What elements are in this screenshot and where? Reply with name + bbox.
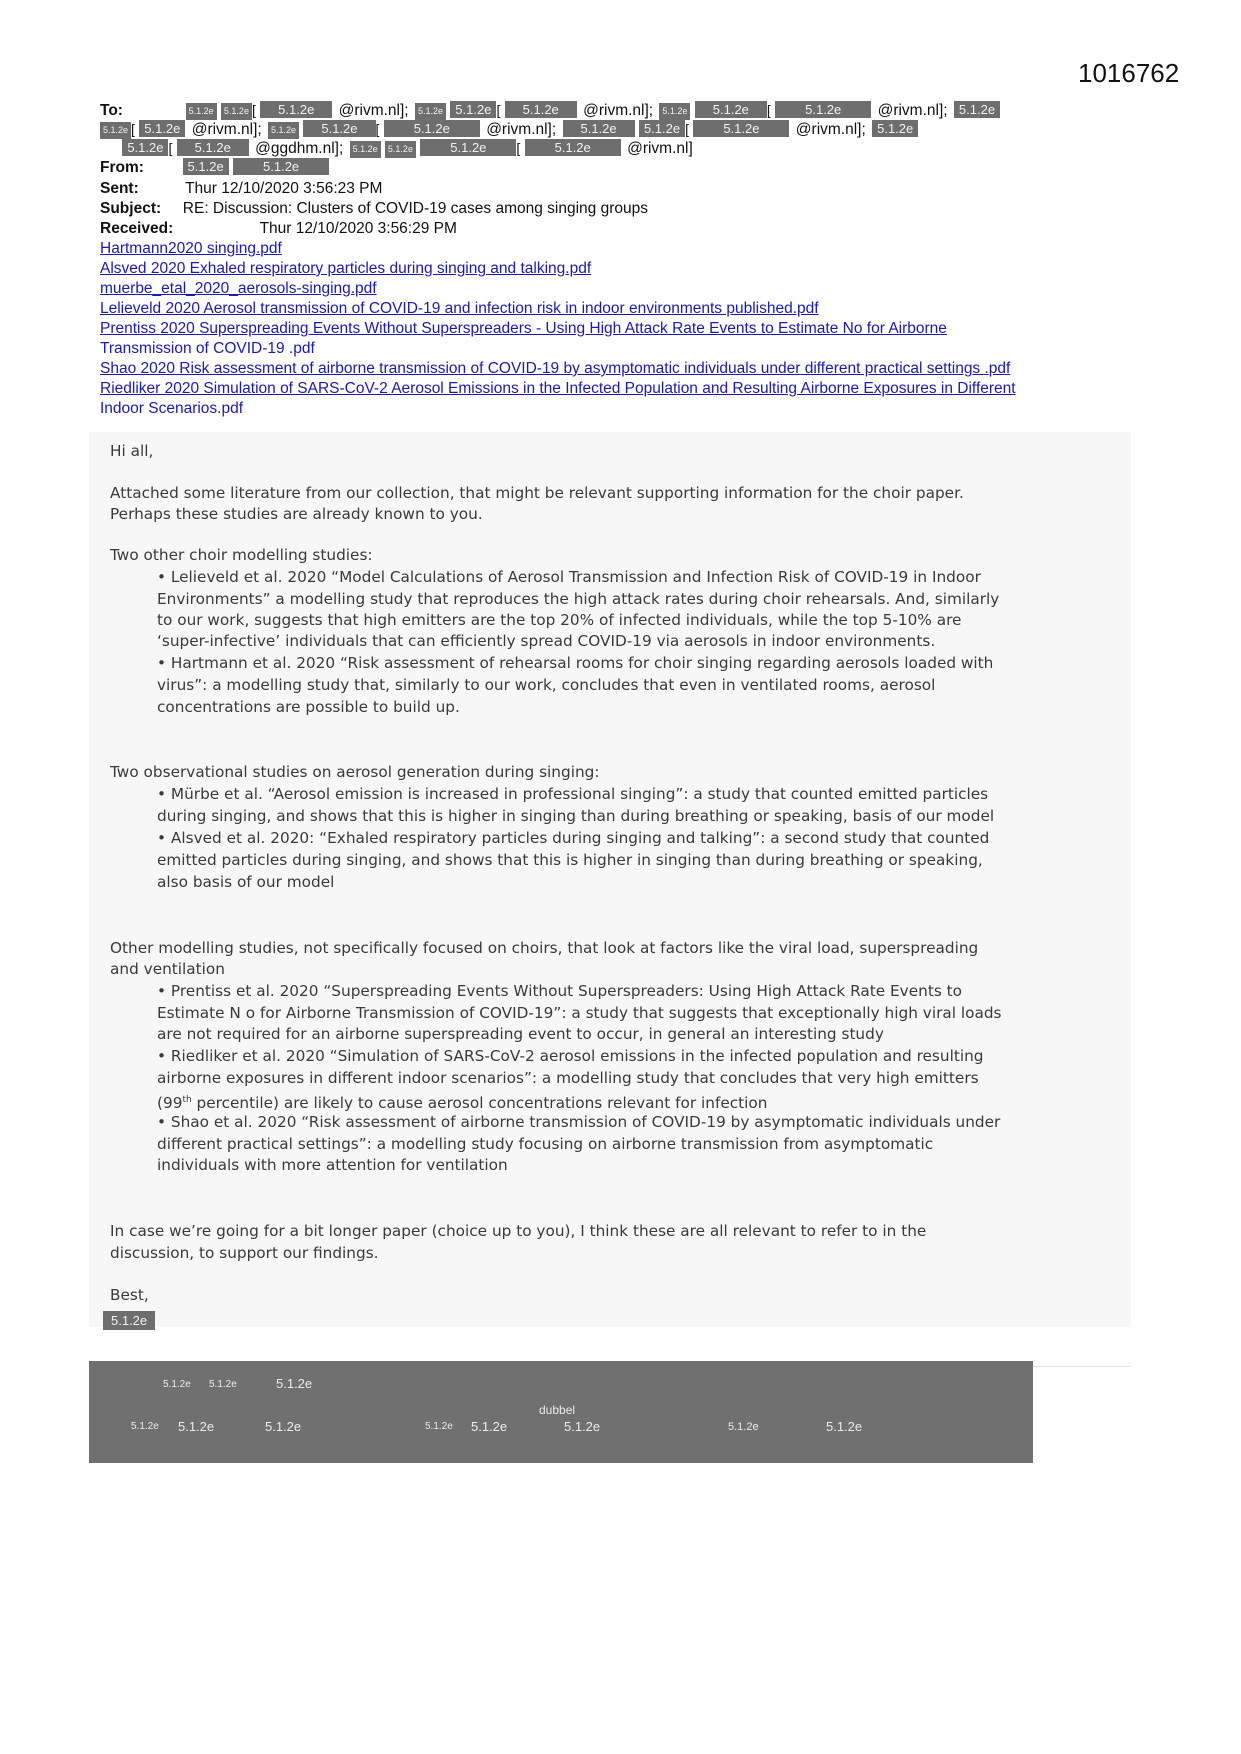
section-heading: Other modelling studies, not specifically focused on choirs, that look at factors like the viral load, superspreading xyxy=(110,939,979,957)
closing-line: In case we’re going for a bit longer paper (choice up to you), I think these are all relevant to refer to in the xyxy=(110,1222,927,1240)
pct-sup: th xyxy=(182,1095,192,1105)
document-id: 1016762 xyxy=(1078,58,1180,88)
email-domain: @rivm.nl]; xyxy=(795,121,866,138)
footer-redacted-block xyxy=(89,1361,1033,1463)
redaction: 5.1.2e xyxy=(563,120,635,137)
intro-line: Perhaps these studies are already known to you. xyxy=(110,505,483,523)
footer-label-dubbel: dubbel xyxy=(539,1403,576,1417)
body-line: emitted particles during singing, and shows that this is higher in singing than during breathing or speaking, xyxy=(157,851,983,869)
body-line-percentile xyxy=(157,1090,767,1115)
to-line-1: To: 5.1.2e 5.1.2e [ 5.1.2e @rivm.nl]; 5.1.2e 5.1.2e [ 5.1.2e @rivm.nl]; 5.1.2e 5.1.2e [ 5.1.2e @rivm.nl]; 5.1.2e xyxy=(100,100,1000,121)
body-line: also basis of our model xyxy=(157,873,335,891)
redaction: 5.1.2e xyxy=(131,1421,159,1432)
redaction: 5.1.2e xyxy=(122,139,168,156)
attachment-link[interactable]: muerbe_etal_2020_aerosols-singing.pdf xyxy=(100,280,377,297)
from-label: From: xyxy=(100,159,144,176)
greeting: Hi all, xyxy=(110,442,154,460)
body-line: airborne exposures in different indoor scenarios”: a modelling study that concludes that very high emitters xyxy=(157,1069,979,1087)
email-domain: @rivm.nl]; xyxy=(877,102,948,119)
email-domain: @rivm.nl]; xyxy=(191,121,262,138)
redaction: 5.1.2e xyxy=(186,103,217,120)
attachment-link[interactable]: Shao 2020 Risk assessment of airborne transmission of COVID-19 by asymptomatic individuals under different practical settings .pdf xyxy=(100,360,1011,377)
attachment-link-continued[interactable]: Transmission of COVID-19 .pdf xyxy=(100,340,315,357)
redaction: 5.1.2e xyxy=(209,1379,237,1390)
email-domain: @rivm.nl]; xyxy=(583,102,654,119)
body-line: are not required for an airborne superspreading event to occur, in general an interesting study xyxy=(157,1025,884,1043)
email-domain: @rivm.nl]; xyxy=(338,102,409,119)
subject-label: Subject: xyxy=(100,200,162,217)
redaction: 5.1.2e xyxy=(728,1421,759,1433)
body-line: to our work, suggests that high emitters are the top 20% of infected individuals, while the top 5-10% are xyxy=(157,611,962,629)
intro-line: Attached some literature from our collection, that might be relevant supporting information for the choir paper. xyxy=(110,484,964,502)
body-line: virus”: a modelling study that, similarly to our work, concludes that even in ventilated rooms, aerosol xyxy=(157,676,936,694)
body-line: Estimate N o for Airborne Transmission of COVID-19”: a study that suggests that exceptionally high viral loads xyxy=(157,1004,1002,1022)
body-line: • Alsved et al. 2020: “Exhaled respiratory particles during singing and talking”: a second study that counted xyxy=(157,829,990,847)
attachment-link[interactable]: Hartmann2020 singing.pdf xyxy=(100,240,282,257)
received-label: Received: xyxy=(100,220,174,237)
body-line: concentrations are possible to build up. xyxy=(157,698,460,716)
sent-line xyxy=(100,179,382,199)
attachment-link[interactable]: Prentiss 2020 Superspreading Events Without Superspreaders - Using High Attack Rate Events to Estimate No for Airborne xyxy=(100,320,947,337)
subject-line xyxy=(100,199,648,219)
sent-value: Thur 12/10/2020 3:56:23 PM xyxy=(185,180,383,197)
redaction: 5.1.2e xyxy=(420,139,516,156)
redaction: 5.1.2e xyxy=(260,101,332,118)
body-line: • Hartmann et al. 2020 “Risk assessment of rehearsal rooms for choir singing regarding aerosols loaded with xyxy=(157,654,994,672)
redaction: 5.1.2e xyxy=(183,158,229,175)
section-heading: and ventilation xyxy=(110,960,225,978)
pct-pre: (99 xyxy=(157,1094,183,1113)
body-line: Environments” a modelling study that reproduces the high attack rates during choir rehearsals. And, similarly xyxy=(157,590,1000,608)
to-line-2: 5.1.2e [ 5.1.2e @rivm.nl]; 5.1.2e 5.1.2e [ 5.1.2e @rivm.nl]; 5.1.2e 5.1.2e [ 5.1.2e @rivm.nl]; 5.1.2e xyxy=(100,119,918,140)
section-heading: Two observational studies on aerosol generation during singing: xyxy=(110,763,600,781)
attachment-link[interactable]: Alsved 2020 Exhaled respiratory particles during singing and talking.pdf xyxy=(100,260,592,277)
redaction: 5.1.2e xyxy=(471,1419,508,1434)
redaction: 5.1.2e xyxy=(276,1376,313,1391)
redaction: 5.1.2e xyxy=(384,120,480,137)
email-domain: @ggdhm.nl]; xyxy=(255,140,344,157)
redaction: 5.1.2e xyxy=(695,101,767,118)
body-line: during singing, and shows that this is higher in singing than during breathing or speaking, basis of our model xyxy=(157,807,995,825)
redaction: 5.1.2e xyxy=(177,139,249,156)
redaction: 5.1.2e xyxy=(659,103,690,120)
redaction: 5.1.2e xyxy=(872,120,918,137)
email-domain: @rivm.nl]; xyxy=(486,121,557,138)
body-line: ‘super-infective’ individuals that can efficiently spread COVID-19 via aerosols in indoor environments. xyxy=(157,632,936,650)
section-heading: Two other choir modelling studies: xyxy=(110,546,373,564)
attachment-link[interactable]: Riedliker 2020 Simulation of SARS-CoV-2 Aerosol Emissions in the Infected Population and Resulting Airborne Exposures in Different xyxy=(100,380,1016,397)
closing-line: discussion, to support our findings. xyxy=(110,1244,379,1262)
redaction: 5.1.2e xyxy=(100,122,131,139)
redaction: 5.1.2e xyxy=(163,1379,191,1390)
pct-post: percentile) are likely to cause aerosol concentrations relevant for infection xyxy=(191,1094,768,1113)
redaction: 5.1.2e xyxy=(505,101,577,118)
redaction: 5.1.2e xyxy=(826,1419,863,1434)
redaction: 5.1.2e xyxy=(303,120,375,137)
attachment-link[interactable]: Lelieveld 2020 Aerosol transmission of COVID-19 and infection risk in indoor environments published.pdf xyxy=(100,300,819,317)
from-line xyxy=(100,158,329,178)
body-line: • Prentiss et al. 2020 “Superspreading Events Without Superspreaders: Using High Attack Rate Events to xyxy=(157,982,963,1000)
redaction: 5.1.2e xyxy=(178,1419,215,1434)
subject-value: RE: Discussion: Clusters of COVID-19 cases among singing groups xyxy=(182,200,648,217)
attachment-link-continued[interactable]: Indoor Scenarios.pdf xyxy=(100,400,244,417)
redaction: 5.1.2e xyxy=(564,1419,601,1434)
redaction: 5.1.2e xyxy=(450,101,496,118)
redaction: 5.1.2e xyxy=(954,101,1000,118)
body-line: • Riedliker et al. 2020 “Simulation of SARS-CoV-2 aerosol emissions in the infected population and resulting xyxy=(157,1047,984,1065)
redaction: 5.1.2e xyxy=(693,120,789,137)
sent-label: Sent: xyxy=(100,180,139,197)
body-line: • Shao et al. 2020 “Risk assessment of airborne transmission of COVID-19 by asymptomatic individuals under xyxy=(157,1113,1001,1131)
redaction: 5.1.2e xyxy=(350,141,381,158)
redaction: 5.1.2e xyxy=(775,101,871,118)
to-line-3: 5.1.2e [ 5.1.2e @ggdhm.nl]; 5.1.2e 5.1.2e 5.1.2e [ 5.1.2e @rivm.nl] xyxy=(100,138,695,159)
redaction: 5.1.2e xyxy=(639,120,685,137)
divider xyxy=(1033,1366,1131,1367)
redaction: 5.1.2e xyxy=(385,141,416,158)
body-line: • Mürbe et al. “Aerosol emission is increased in professional singing”: a study that counted emitted particles xyxy=(157,785,989,803)
email-domain: @rivm.nl] xyxy=(627,140,693,157)
received-line xyxy=(100,219,457,239)
redaction: 5.1.2e xyxy=(525,139,621,156)
redaction: 5.1.2e xyxy=(221,103,252,120)
received-value: Thur 12/10/2020 3:56:29 PM xyxy=(259,220,457,237)
redaction: 5.1.2e xyxy=(425,1421,453,1432)
redaction: 5.1.2e xyxy=(139,120,185,137)
body-line: • Lelieveld et al. 2020 “Model Calculations of Aerosol Transmission and Infection Risk of COVID-19 in Indoor xyxy=(157,568,981,586)
body-line: different practical settings”: a modelling study focusing on airborne transmission from asymptomatic xyxy=(157,1135,934,1153)
to-label: To: xyxy=(100,102,123,119)
redaction: 5.1.2e xyxy=(265,1419,302,1434)
signoff: Best, xyxy=(110,1286,149,1304)
redaction: 5.1.2e xyxy=(415,103,446,120)
redaction: 5.1.2e xyxy=(268,122,299,139)
redaction: 5.1.2e xyxy=(233,158,329,175)
redaction-signature: 5.1.2e xyxy=(103,1311,155,1330)
body-line: individuals with more attention for ventilation xyxy=(157,1156,508,1174)
